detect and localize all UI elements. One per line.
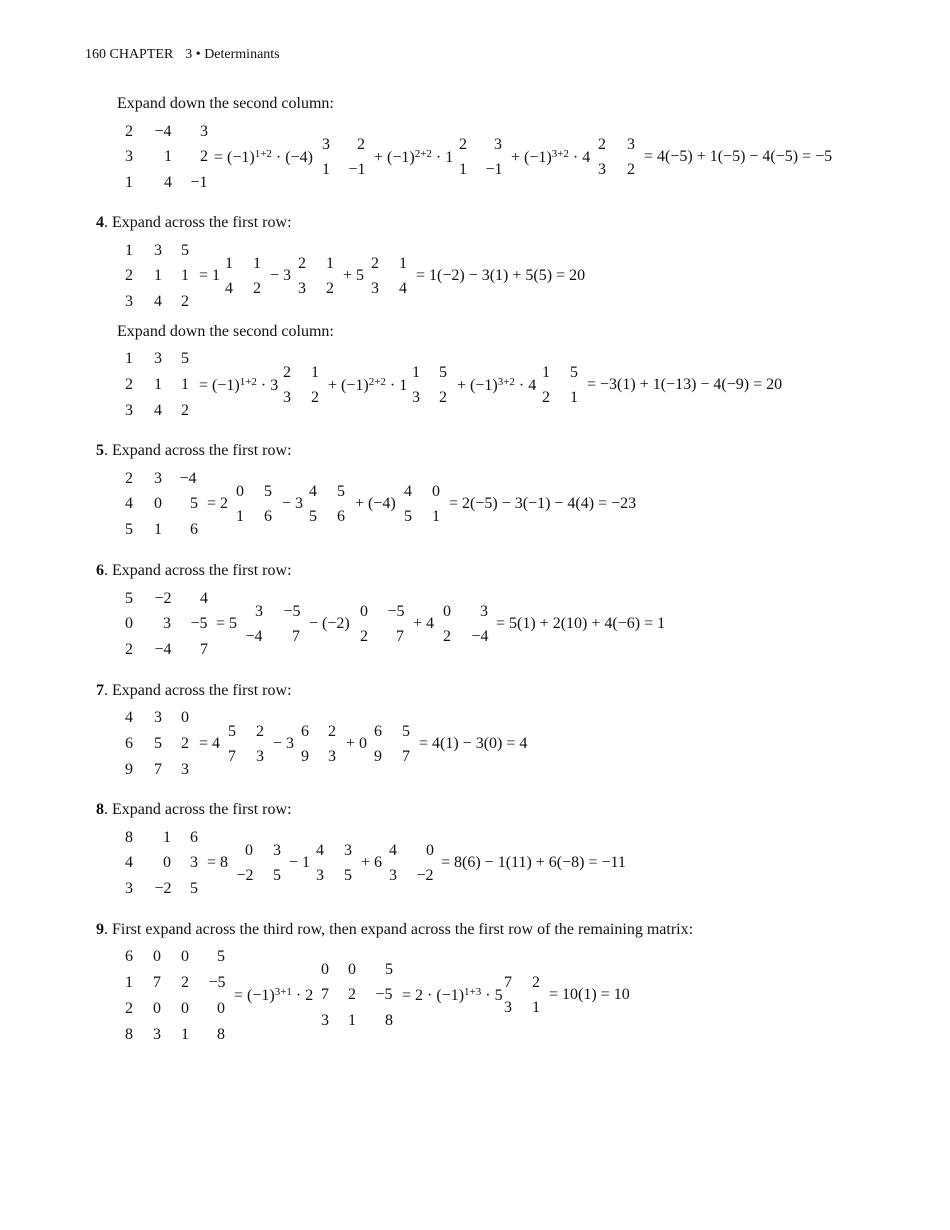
- matrix-cell: 2: [125, 376, 133, 393]
- minor-cell: 5: [404, 508, 412, 525]
- matrix-cell: 2: [125, 470, 133, 487]
- matrix-cell: 5: [181, 350, 189, 367]
- minor-cell: 5: [228, 723, 236, 740]
- term: + (−4): [355, 495, 396, 512]
- minor-cell: 0: [432, 483, 440, 500]
- minor-cell: 2: [459, 136, 467, 153]
- matrix-cell: 1: [125, 974, 133, 991]
- matrix-cell: 3: [200, 123, 208, 140]
- minor-cell: 3: [389, 867, 397, 884]
- problem-4-intro: 4. Expand across the first row:: [96, 214, 292, 231]
- matrix-cell: 2: [125, 641, 133, 658]
- minor-cell: 2: [298, 255, 306, 272]
- term: = $2 \cdot (-1)^{1+3} \cdot 5$: [402, 986, 503, 1004]
- result: = 4(1) − 3(0) = 4: [419, 735, 528, 752]
- minor-cell: −5: [387, 603, 405, 620]
- matrix-cell: 2: [200, 148, 208, 165]
- term: + 6: [361, 854, 383, 871]
- minor-cell: 3: [256, 748, 264, 765]
- matrix-cell: 2: [125, 123, 133, 140]
- minor-cell: 3: [504, 999, 512, 1016]
- matrix-cell: 4: [154, 402, 162, 419]
- minor-cell: 7: [396, 628, 404, 645]
- matrix-cell: 4: [200, 590, 208, 607]
- term: = $(-1)^{3+1} \cdot 2$: [234, 986, 314, 1004]
- term: + $(-1)^{3+2} \cdot 4$: [457, 376, 537, 394]
- minor-cell: 1: [326, 255, 334, 272]
- minor-cell: 5: [385, 961, 393, 978]
- minor-cell: 4: [225, 280, 233, 297]
- matrix-cell: 3: [154, 350, 162, 367]
- matrix-cell: −4: [154, 123, 172, 140]
- matrix-cell: 7: [200, 641, 208, 658]
- minor-cell: 4: [309, 483, 317, 500]
- page-header: [85, 47, 280, 63]
- minor-cell: 1: [311, 364, 319, 381]
- result: = 2(−5) − 3(−1) − 4(4) = −23: [449, 495, 637, 512]
- minor-cell: −5: [283, 603, 301, 620]
- minor-cell: −1: [485, 161, 503, 178]
- matrix-cell: −2: [154, 880, 172, 897]
- term: + $(-1)^{2+2} \cdot 1$: [328, 376, 408, 394]
- minor-cell: 7: [402, 748, 410, 765]
- term: + 4: [413, 615, 435, 632]
- matrix-cell: 3: [163, 615, 171, 632]
- result: = 5(1) + 2(10) + 4(−6) = 1: [496, 615, 666, 632]
- matrix-cell: 3: [125, 880, 133, 897]
- minor-cell: −4: [245, 628, 263, 645]
- matrix-cell: 4: [154, 293, 162, 310]
- problem-6-intro: 6. Expand across the first row:: [96, 562, 292, 579]
- minor-cell: 3: [273, 842, 281, 859]
- term: = 1: [199, 267, 221, 284]
- problem-number: 8: [96, 801, 104, 818]
- problem-7-intro: 7. Expand across the first row:: [96, 682, 292, 699]
- matrix-cell: 5: [125, 521, 133, 538]
- matrix-cell: 0: [181, 1000, 189, 1017]
- minor-cell: 1: [542, 364, 550, 381]
- minor-cell: 3: [321, 1012, 329, 1029]
- matrix-cell: 1: [154, 376, 162, 393]
- minor-cell: −4: [471, 628, 489, 645]
- minor-cell: 3: [627, 136, 635, 153]
- matrix-cell: 8: [125, 829, 133, 846]
- minor-cell: 0: [348, 961, 356, 978]
- minor-cell: 3: [344, 842, 352, 859]
- minor-cell: 2: [357, 136, 365, 153]
- matrix-cell: 3: [181, 761, 189, 778]
- matrix-cell: 5: [190, 880, 198, 897]
- matrix-cell: −5: [208, 974, 226, 991]
- minor-cell: 0: [321, 961, 329, 978]
- minor-cell: 1: [412, 364, 420, 381]
- minor-cell: 2: [311, 389, 319, 406]
- matrix-cell: 7: [153, 974, 161, 991]
- minor-cell: 0: [360, 603, 368, 620]
- minor-cell: −5: [375, 986, 393, 1003]
- term: + 0: [346, 735, 368, 752]
- result: = 10(1) = 10: [549, 986, 630, 1003]
- term: = 2: [207, 495, 229, 512]
- problem-number: 6: [96, 562, 104, 579]
- minor-cell: 0: [426, 842, 434, 859]
- term: = 8: [207, 854, 229, 871]
- minor-cell: 5: [402, 723, 410, 740]
- minor-cell: 0: [245, 842, 253, 859]
- minor-cell: 8: [385, 1012, 393, 1029]
- minor-cell: 2: [283, 364, 291, 381]
- minor-cell: −1: [348, 161, 366, 178]
- minor-cell: 5: [344, 867, 352, 884]
- minor-cell: 5: [439, 364, 447, 381]
- term: + 5: [343, 267, 365, 284]
- minor-cell: 5: [570, 364, 578, 381]
- minor-cell: 7: [292, 628, 300, 645]
- problem-9-intro: 9. First expand across the third row, then expand across the first row of the remaining matrix:: [96, 921, 694, 938]
- minor-cell: 6: [374, 723, 382, 740]
- term: − (−2): [309, 615, 350, 632]
- minor-cell: 7: [504, 974, 512, 991]
- minor-cell: 3: [298, 280, 306, 297]
- minor-cell: 1: [570, 389, 578, 406]
- minor-cell: 2: [348, 986, 356, 1003]
- matrix-cell: 5: [190, 495, 198, 512]
- minor-cell: 1: [236, 508, 244, 525]
- matrix-cell: 1: [163, 829, 171, 846]
- matrix-cell: 0: [154, 495, 162, 512]
- matrix-cell: 5: [181, 242, 189, 259]
- matrix-cell: 4: [125, 495, 133, 512]
- term: − 1: [289, 854, 311, 871]
- minor-cell: 1: [432, 508, 440, 525]
- minor-cell: 1: [459, 161, 467, 178]
- minor-cell: 4: [389, 842, 397, 859]
- minor-cell: 7: [321, 986, 329, 1003]
- matrix-cell: 9: [125, 761, 133, 778]
- result: = 4(−5) + 1(−5) − 4(−5) = −5: [644, 148, 833, 165]
- matrix-cell: 5: [125, 590, 133, 607]
- matrix-cell: 1: [125, 242, 133, 259]
- term: + $(-1)^{2+2} \cdot 1$: [374, 148, 454, 166]
- matrix-cell: 6: [125, 948, 133, 965]
- matrix-cell: −4: [179, 470, 197, 487]
- minor-cell: 0: [236, 483, 244, 500]
- problem-number: 7: [96, 682, 104, 699]
- minor-cell: 2: [439, 389, 447, 406]
- minor-cell: 3: [322, 136, 330, 153]
- minor-cell: 3: [255, 603, 263, 620]
- minor-cell: 3: [328, 748, 336, 765]
- minor-cell: 1: [322, 161, 330, 178]
- minor-cell: 9: [301, 748, 309, 765]
- matrix-cell: 1: [154, 521, 162, 538]
- minor-cell: 3: [598, 161, 606, 178]
- matrix-cell: 7: [154, 761, 162, 778]
- minor-cell: 0: [443, 603, 451, 620]
- minor-cell: 2: [627, 161, 635, 178]
- minor-cell: 2: [371, 255, 379, 272]
- page-number: 160 CHAPTER: [85, 47, 174, 62]
- matrix-cell: 6: [190, 829, 198, 846]
- minor-cell: 2: [360, 628, 368, 645]
- minor-cell: 1: [253, 255, 261, 272]
- problem-5-intro: 5. Expand across the first row:: [96, 442, 292, 459]
- minor-cell: 5: [264, 483, 272, 500]
- matrix-cell: 3: [125, 402, 133, 419]
- matrix-cell: 1: [181, 267, 189, 284]
- minor-cell: 9: [374, 748, 382, 765]
- matrix-cell: 2: [181, 735, 189, 752]
- minor-cell: 6: [337, 508, 345, 525]
- matrix-cell: 3: [190, 854, 198, 871]
- minor-cell: 2: [256, 723, 264, 740]
- term: = $(-1)^{1+2} \cdot 3$: [199, 376, 279, 394]
- minor-cell: 2: [443, 628, 451, 645]
- minor-cell: 6: [264, 508, 272, 525]
- matrix-cell: 5: [154, 735, 162, 752]
- term: − 3: [273, 735, 295, 752]
- minor-cell: 3: [480, 603, 488, 620]
- matrix-cell: 1: [125, 350, 133, 367]
- term: = 5: [216, 615, 238, 632]
- minor-cell: 7: [228, 748, 236, 765]
- minor-cell: 1: [532, 999, 540, 1016]
- problem-number: 4: [96, 214, 104, 231]
- minor-cell: 1: [399, 255, 407, 272]
- matrix-cell: −1: [190, 174, 208, 191]
- minor-cell: 3: [412, 389, 420, 406]
- matrix-cell: 2: [125, 1000, 133, 1017]
- matrix-cell: −4: [154, 641, 172, 658]
- matrix-cell: 3: [153, 1026, 161, 1043]
- matrix-cell: 3: [125, 148, 133, 165]
- minor-cell: 3: [316, 867, 324, 884]
- result: = 8(6) − 1(11) + 6(−8) = −11: [441, 854, 626, 871]
- matrix-cell: 1: [181, 1026, 189, 1043]
- minor-cell: 2: [326, 280, 334, 297]
- matrix-cell: 4: [164, 174, 172, 191]
- matrix-cell: 0: [163, 854, 171, 871]
- result: = −3(1) + 1(−13) − 4(−9) = 20: [587, 376, 783, 393]
- matrix-cell: −5: [190, 615, 208, 632]
- term: = $(-1)^{1+2} \cdot (-4)$: [214, 148, 313, 166]
- matrix-cell: 6: [125, 735, 133, 752]
- matrix-cell: 1: [181, 376, 189, 393]
- minor-cell: 1: [225, 255, 233, 272]
- minor-cell: 4: [404, 483, 412, 500]
- minor-cell: 3: [283, 389, 291, 406]
- term: − 3: [282, 495, 304, 512]
- matrix-cell: 1: [154, 267, 162, 284]
- minor-cell: 5: [337, 483, 345, 500]
- intro-4b: Expand down the second column:: [117, 323, 334, 340]
- matrix-cell: 2: [181, 293, 189, 310]
- matrix-cell: 8: [125, 1026, 133, 1043]
- matrix-cell: 2: [181, 402, 189, 419]
- minor-cell: 2: [542, 389, 550, 406]
- matrix-cell: 3: [154, 709, 162, 726]
- minor-cell: 5: [273, 867, 281, 884]
- minor-cell: 4: [399, 280, 407, 297]
- matrix-cell: 0: [181, 948, 189, 965]
- matrix-cell: 4: [125, 854, 133, 871]
- minor-cell: 3: [494, 136, 502, 153]
- matrix-cell: −2: [154, 590, 172, 607]
- matrix-cell: 0: [153, 1000, 161, 1017]
- minor-cell: 2: [253, 280, 261, 297]
- minor-cell: 4: [316, 842, 324, 859]
- term: − 3: [270, 267, 292, 284]
- matrix-cell: 1: [125, 174, 133, 191]
- result: = 1(−2) − 3(1) + 5(5) = 20: [416, 267, 586, 284]
- problem-number: 9: [96, 921, 104, 938]
- minor-cell: 2: [328, 723, 336, 740]
- intro-3b: Expand down the second column:: [117, 95, 334, 112]
- minor-cell: 1: [348, 1012, 356, 1029]
- matrix-cell: 6: [190, 521, 198, 538]
- problem-8-intro: 8. Expand across the first row:: [96, 801, 292, 818]
- minor-cell: −2: [236, 867, 254, 884]
- minor-cell: 6: [301, 723, 309, 740]
- matrix-cell: 0: [181, 709, 189, 726]
- minor-cell: 2: [598, 136, 606, 153]
- chapter-title: 3 • Determinants: [185, 47, 280, 62]
- minor-cell: 3: [371, 280, 379, 297]
- matrix-cell: 0: [153, 948, 161, 965]
- matrix-cell: 2: [181, 974, 189, 991]
- minor-cell: 5: [309, 508, 317, 525]
- matrix-cell: 3: [125, 293, 133, 310]
- matrix-cell: 2: [125, 267, 133, 284]
- matrix-cell: 8: [217, 1026, 225, 1043]
- problem-number: 5: [96, 442, 104, 459]
- matrix-cell: 3: [154, 470, 162, 487]
- term: + $(-1)^{3+2} \cdot 4$: [511, 148, 591, 166]
- matrix-cell: 1: [164, 148, 172, 165]
- matrix-cell: 4: [125, 709, 133, 726]
- matrix-cell: 0: [217, 1000, 225, 1017]
- matrix-cell: 5: [217, 948, 225, 965]
- term: = 4: [199, 735, 221, 752]
- minor-cell: 2: [532, 974, 540, 991]
- matrix-cell: 3: [154, 242, 162, 259]
- matrix-cell: 0: [125, 615, 133, 632]
- minor-cell: −2: [416, 867, 434, 884]
